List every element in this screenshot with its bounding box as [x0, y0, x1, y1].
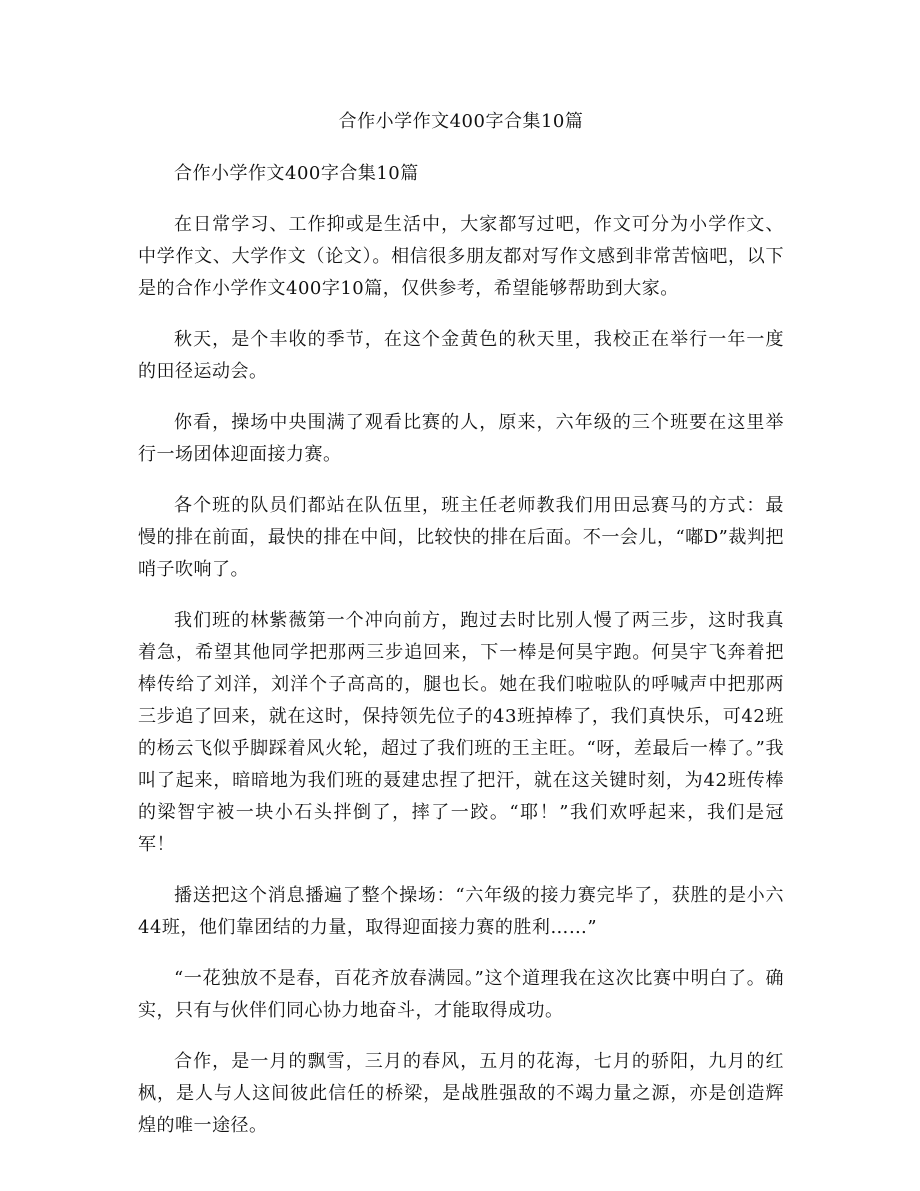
body-paragraph: “一花独放不是春，百花齐放春满园。”这个道理我在这次比赛中明白了。确实，只有与伙伴们同心协力地奋斗，才能取得成功。	[138, 968, 784, 1021]
body-paragraph: 你看，操场中央围满了观看比赛的人，原来，六年级的三个班要在这里举行一场团体迎面接力赛。	[138, 412, 784, 465]
body-paragraph: 我们班的林紫薇第一个冲向前方，跑过去时比别人慢了两三步，这时我真着急，希望其他同学把那两三步追回来，下一棒是何昊宇跑。何昊宇飞奔着把棒传给了刘洋，刘洋个子高高的，腿也长。她在我们啦啦队的呼喊声中把那两三步追了回来，就在这时，保持领先位子的43班掉棒了，我们真快乐，可42班的杨云飞似乎脚踩着风火轮，超过了我们班的王主旺。“呀，差最后一棒了。”我叫了起来，暗暗地为我们班的聂建忠捏了把汗，就在这关键时刻，为42班传棒的梁智宇被一块小石头拌倒了，摔了一跤。“耶！”我们欢呼起来，我们是冠军！	[138, 610, 784, 855]
body-paragraph: 秋天，是个丰收的季节，在这个金黄色的秋天里，我校正在举行一年一度的田径运动会。	[138, 329, 784, 382]
document-body	[138, 106, 784, 1161]
subtitle-paragraph: 合作小学作文400字合集10篇	[174, 163, 419, 184]
document-title: 合作小学作文400字合集10篇	[338, 111, 584, 132]
intro-paragraph: 在日常学习、工作抑或是生活中，大家都写过吧，作文可分为小学作文、中学作文、大学作文（论文）。相信很多朋友都对写作文感到非常苦恼吧，以下是的合作小学作文400字10篇，仅供参考，希望能够帮助到大家。	[138, 214, 784, 299]
body-paragraph: 各个班的队员们都站在队伍里，班主任老师教我们用田忌赛马的方式：最慢的排在前面，最快的排在中间，比较快的排在后面。不一会儿，“嘟D”裁判把哨子吹响了。	[138, 495, 784, 580]
body-paragraph: 播送把这个消息播遍了整个操场：“六年级的接力赛完毕了，获胜的是小六44班，他们靠团结的力量，取得迎面接力赛的胜利……”	[138, 885, 784, 938]
closing-paragraph: 合作，是一月的飘雪，三月的春风，五月的花海，七月的骄阳，九月的红枫，是人与人这间彼此信任的桥梁，是战胜强敌的不竭力量之源，亦是创造辉煌的唯一途径。	[138, 1051, 784, 1136]
